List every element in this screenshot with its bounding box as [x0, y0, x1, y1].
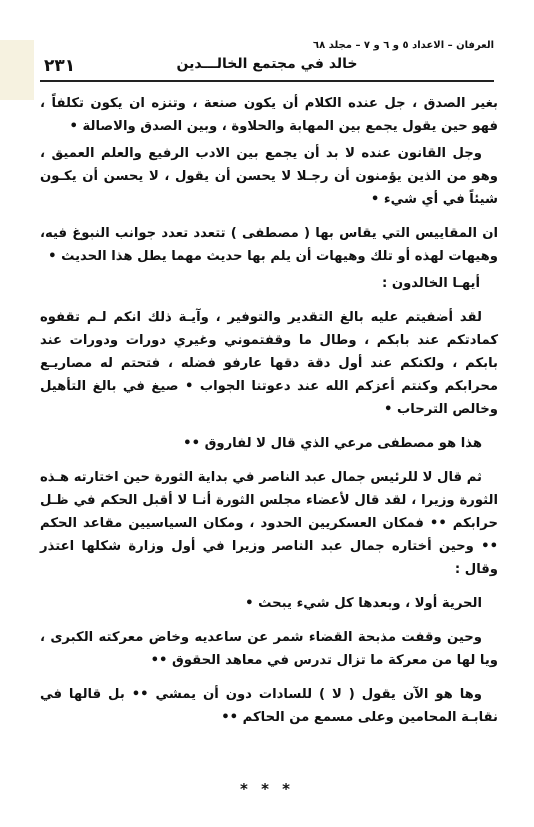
page-number: ٢٣١ [44, 56, 76, 76]
paragraph-4: لقد أضفيتم عليه بالغ التقدير والتوفير ، وآيـة ذلك انكم لـم تقفوه كمادتكم عند بابكم ، وطال ما وقفتموني وغيري دورات ودورات عند بابكم ، ولكنكم عند أول دقة دقها عارفو فضله ، فتحتم له مصاريـع محرابكم وكنتم أعزكم الله عند دعوتنا الجواب • صيغ في بالغ التأهيل وخالص الترحاب • [40, 310, 498, 417]
paragraph-2: وجل القانون عنده لا بد أن يجمع بين الادب الرفيع والعلم العميق ، وهو من الذين يؤمنون أن رجـلا لا يحسن أن يقول ، لا يحسن أن يكـون شيئاً في أي شيء • [40, 146, 498, 207]
paragraph-3: ان المقاييس التي يقاس بها ( مصطفى ) تتعدد تعدد جوانب النبوغ فيه، وهيهات لهذه أو تلك وهيهات أن يلم بها حديث مهما يطل هذا الحديث • [40, 226, 498, 264]
header-rule [40, 80, 494, 82]
journal-issue-line: العرفان – الاعداد ٥ و ٦ و ٧ – مجلد ٦٨ [313, 40, 494, 51]
paragraph-1: بغير الصدق ، جل عنده الكلام أن يكون صنعة ، وتنزه ان يكون تكلفاً ، فهو حين يقول يجمع بين المهابة والحلاوة ، وبين الصدق والاصالة • [40, 96, 498, 134]
paragraph-5: هذا هو مصطفى مرعي الذي قال لا لفاروق •• [183, 436, 482, 451]
article-body [40, 92, 498, 740]
paragraph-8: وها هو الآن يقول ( لا ) للسادات دون أن يمشي •• بل قالها في نقابـة المحامين وعلى مسمع من الحاكم •• [40, 687, 498, 725]
address-heading: أيهـا الخالدون : [381, 276, 480, 291]
section-end-stars: * * * [240, 780, 294, 798]
scan-margin-strip [0, 40, 34, 100]
paragraph-7: وحين وقفت مذبحة القضاء شمر عن ساعديه وخاض معركته الكبرى ، ويا لها من معركة ما تزال تدرس في معاهد الحقوق •• [40, 630, 498, 668]
paragraph-6: ثم قال لا للرئيس جمال عبد الناصر في بداية الثورة حين اختارته هـذه الثورة وزيرا ، لقد قال لأعضاء مجلس الثورة أنـا لا أقبل الحكم في ظـل حرابكم •• فمكان العسكريين الحدود ، ومكان السياسيين مقاعد الحكم •• وحين أختاره جمال عبد الناصر وزيرا في أول وزارة شكلها اعتذر وقال : [40, 470, 498, 577]
running-title: خالد في مجتمع الخالـــدين [176, 56, 358, 72]
page-header [40, 40, 494, 84]
quote-line: الحرية أولا ، وبعدها كل شيء يبحث • [245, 596, 482, 611]
